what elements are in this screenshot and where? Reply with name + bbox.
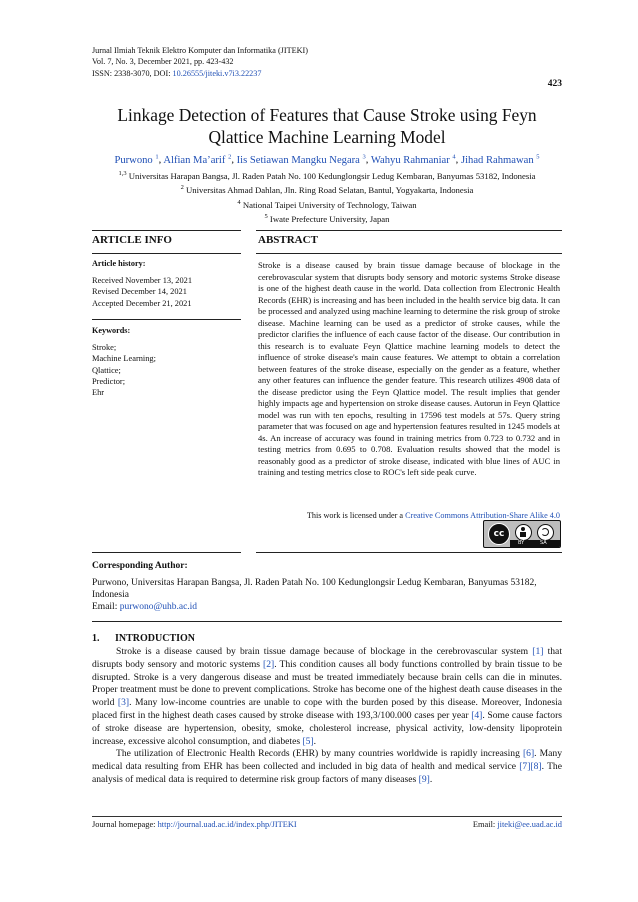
- divider: [256, 230, 562, 231]
- citation-link[interactable]: [6]: [522, 748, 535, 760]
- journal-name: Jurnal Ilmiah Teknik Elektro Komputer dan Informatika (JITEKI): [92, 46, 308, 55]
- homepage-link[interactable]: http://journal.uad.ac.id/index.php/JITEKI: [157, 820, 297, 829]
- share-alike-icon: [537, 524, 554, 541]
- author-name[interactable]: Iis Setiawan Mangku Negara $^3$: [236, 153, 366, 166]
- section-number: 1.: [92, 633, 100, 644]
- abstract-heading: ABSTRACT: [258, 234, 318, 246]
- history-received: Received November 13, 2021: [92, 276, 193, 285]
- cc-icon: cc: [488, 523, 510, 545]
- divider: [92, 230, 241, 231]
- citation-link[interactable]: [3]: [117, 697, 130, 709]
- volume-info: Vol. 7, No. 3, December 2021, pp. 423-432: [92, 57, 234, 67]
- page-number: 423: [547, 79, 562, 89]
- affiliation: $^{1,3}$ Universitas Harapan Bangsa, Jl. Raden Patah No. 100 Kedunglongsir Ledug Kembaran, Banyumas 53182, Indonesia: [118, 170, 536, 181]
- citation-link[interactable]: [9]: [418, 773, 430, 785]
- paragraph-text: . The analysis of medical data is required to determine risk group factors of many diseases: [92, 761, 562, 785]
- affiliations: [88, 168, 566, 226]
- citation-link[interactable]: [4]: [471, 709, 483, 721]
- keywords-label: Keywords:: [92, 326, 131, 335]
- person-icon: [515, 524, 532, 541]
- paragraph-text: . Many low-income countries are unable to cope with the burden posed by this disease. Moreover, Indonesia placed first in the highest death cases caused by stroke disease with 193,3/100.000 cases per year: [92, 697, 562, 721]
- paragraph-text: . This condition causes all body functions controlled by brain tissue to be disrupted. Stroke is a very dangerous disease and must be treated immediately because brain cells can die in minutes. Proper treatment must be done to prevent complications. Stroke has become one of the highest death cause diseases in the world: [92, 658, 562, 709]
- keyword: Predictor;: [92, 376, 126, 386]
- affiliation: $^4$ National Taipei University of Technology, Taiwan: [237, 198, 417, 210]
- journal-homepage: Journal homepage: http://journal.uad.ac.id/index.php/JITEKI: [92, 820, 297, 829]
- address-line: Purwono, Universitas Harapan Bangsa, Jl. Raden Patah No. 100 Kedunglongsir Ledug Kembaran, Banyumas 53182,: [92, 578, 537, 588]
- keyword: Stroke;: [92, 343, 117, 352]
- section-heading: [92, 633, 195, 644]
- affiliation: $^2$ Universitas Ahmad Dahlan, Jln. Ring Road Selatan, Bantul, Yogyakarta, Indonesia: [180, 184, 474, 196]
- email-line: Email: purwono@uhb.ac.id: [92, 602, 198, 613]
- keyword: Ehr: [92, 388, 105, 398]
- paragraph-text: .: [313, 735, 317, 747]
- paragraph-text: that disrupts body sensory and motoric systems: [92, 646, 562, 670]
- section-title: INTRODUCTION: [115, 633, 196, 644]
- affiliation: $^5$ Iwate Prefecture University, Japan: [264, 213, 390, 225]
- author-list: Purwono $^1$, Alfian Ma’arif $^2$, Iis Setiawan Mangku Negara $^3$, Wahyu Rahmaniar $^4$, Jihad Rahmawan $^5$: [114, 153, 540, 166]
- history-revised: Revised December 14, 2021: [92, 287, 187, 297]
- paragraph-text: . Some cause factors of stroke disease are hypertension, obesity, smoke, cholesterol increase, physical activity, low-density lipoprotein increase, excessive alcohol consumption, and diabetes: [92, 709, 562, 747]
- citation-link[interactable]: [1]: [532, 646, 544, 657]
- paragraph-text: The utilization of Electronic Health Records (EHR) by many countries worldwide is rapidly increasing: [116, 748, 523, 760]
- paragraph-text: Stroke is a disease caused by brain tissue damage because of blockage in the cerebrovascular system: [116, 646, 533, 657]
- issn-doi: [92, 68, 562, 79]
- badge-by-label: BY: [518, 540, 525, 546]
- journal-email-link[interactable]: jiteki@ee.uad.ac.id: [497, 820, 562, 829]
- divider: [256, 552, 562, 553]
- paragraph-text: .: [429, 773, 433, 785]
- doi-link[interactable]: 10.26555/jiteki.v7i3.22237: [172, 68, 262, 78]
- divider: [92, 552, 241, 553]
- divider: [256, 253, 562, 254]
- creative-commons-by-sa-icon[interactable]: [483, 520, 561, 548]
- journal-email: Email: jiteki@ee.uad.ac.id: [472, 820, 562, 829]
- license-statement: This work is licensed under a Creative Commons Attribution-Share Alike 4.0: [306, 511, 560, 520]
- citation-link[interactable]: [7][8]: [519, 761, 542, 773]
- article-history-label: Article history:: [92, 259, 146, 268]
- author-name[interactable]: Wahyu Rahmaniar $^4$: [370, 153, 456, 166]
- keyword: Qlattice;: [92, 365, 121, 375]
- keyword: Machine Learning;: [92, 354, 156, 364]
- article-info-heading: ARTICLE INFO: [92, 234, 172, 246]
- issn-text: ISSN: 2338-3070, DOI:: [92, 68, 173, 78]
- title-line: Linkage Detection of Features that Cause Stroke using Feyn: [117, 105, 537, 125]
- license-link[interactable]: Creative Commons Attribution-Share Alike 4.0: [405, 511, 560, 520]
- corresponding-author-info: [92, 577, 562, 614]
- badge-strip: [510, 540, 560, 547]
- title-line: Qlattice Machine Learning Model: [208, 127, 446, 147]
- corresponding-author-label: Corresponding Author:: [92, 561, 188, 571]
- article-history: [92, 275, 242, 309]
- paper-title: [92, 104, 562, 148]
- introduction-body: [92, 646, 562, 787]
- author-email-link[interactable]: purwono@uhb.ac.id: [119, 602, 198, 613]
- paragraph: [92, 748, 562, 786]
- badge-sa-label: SA: [540, 540, 547, 546]
- abstract-text: Stroke is a disease caused by brain tissue damage because of blockage in the cerebrovascular system that disrupts body sensory and motoric systems Stroke disease is one of the highest death cause in the world. Data collection from Electronic Health Records (EHR) is increasing and has been included in the health service big data. It can be processed and analyzed using machine learning to determine the risk group of stroke disease. Machine learning can be used as a predictor of stroke causes, while the predictor clarifies the influence of each cause factor of the disease. Our contribution in this research is to evaluate Feyn Qlattice machine learning models to detect the influence of stroke disease's main cause features. We attempt to obtain a correlation between features of the stroke disease, especially on the gender as a feature, whether any other features can influence the gender feature. This research utilizes 4908 data of the disease predictor using the Feyn Qlattice model. The result implies that gender highly impacts age and hypertension on stroke disease causes. Autorun in Feyn Qlattice model was run with ten epochs, resulting in 17596 test models at 57s. Query string parameter that was focused on age and hypertension features resulted in 1245 models at 4s. An increase of accuracy was found in training metrics from 0.723 to 0.732 and in testing metrics from 0.695 to 0.708. Evaluation results showed that the model is reasonably good as a predictor of stroke disease, indicated with blue lines of AUC in training and testing metrics close to ROC's left side peak curve.: [258, 260, 560, 477]
- address-line: Indonesia: [92, 590, 129, 601]
- keywords-list: [92, 342, 242, 398]
- divider: [92, 319, 241, 320]
- history-accepted: Accepted December 21, 2021: [92, 298, 192, 308]
- author-name[interactable]: Jihad Rahmawan $^5$: [460, 153, 540, 166]
- paragraph: [92, 646, 562, 748]
- running-head: [92, 45, 562, 79]
- citation-link[interactable]: [5]: [302, 735, 314, 747]
- author-name[interactable]: Alfian Ma’arif $^2$: [163, 153, 232, 166]
- paragraph-text: . Many medical data resulting from EHR has been collected and included in big data of health and medical service: [92, 748, 562, 773]
- divider: [92, 621, 562, 622]
- citation-link[interactable]: [2]: [263, 658, 275, 670]
- divider: [92, 253, 241, 254]
- footer-divider: [92, 816, 562, 817]
- author-name[interactable]: Purwono $^1$: [114, 153, 159, 166]
